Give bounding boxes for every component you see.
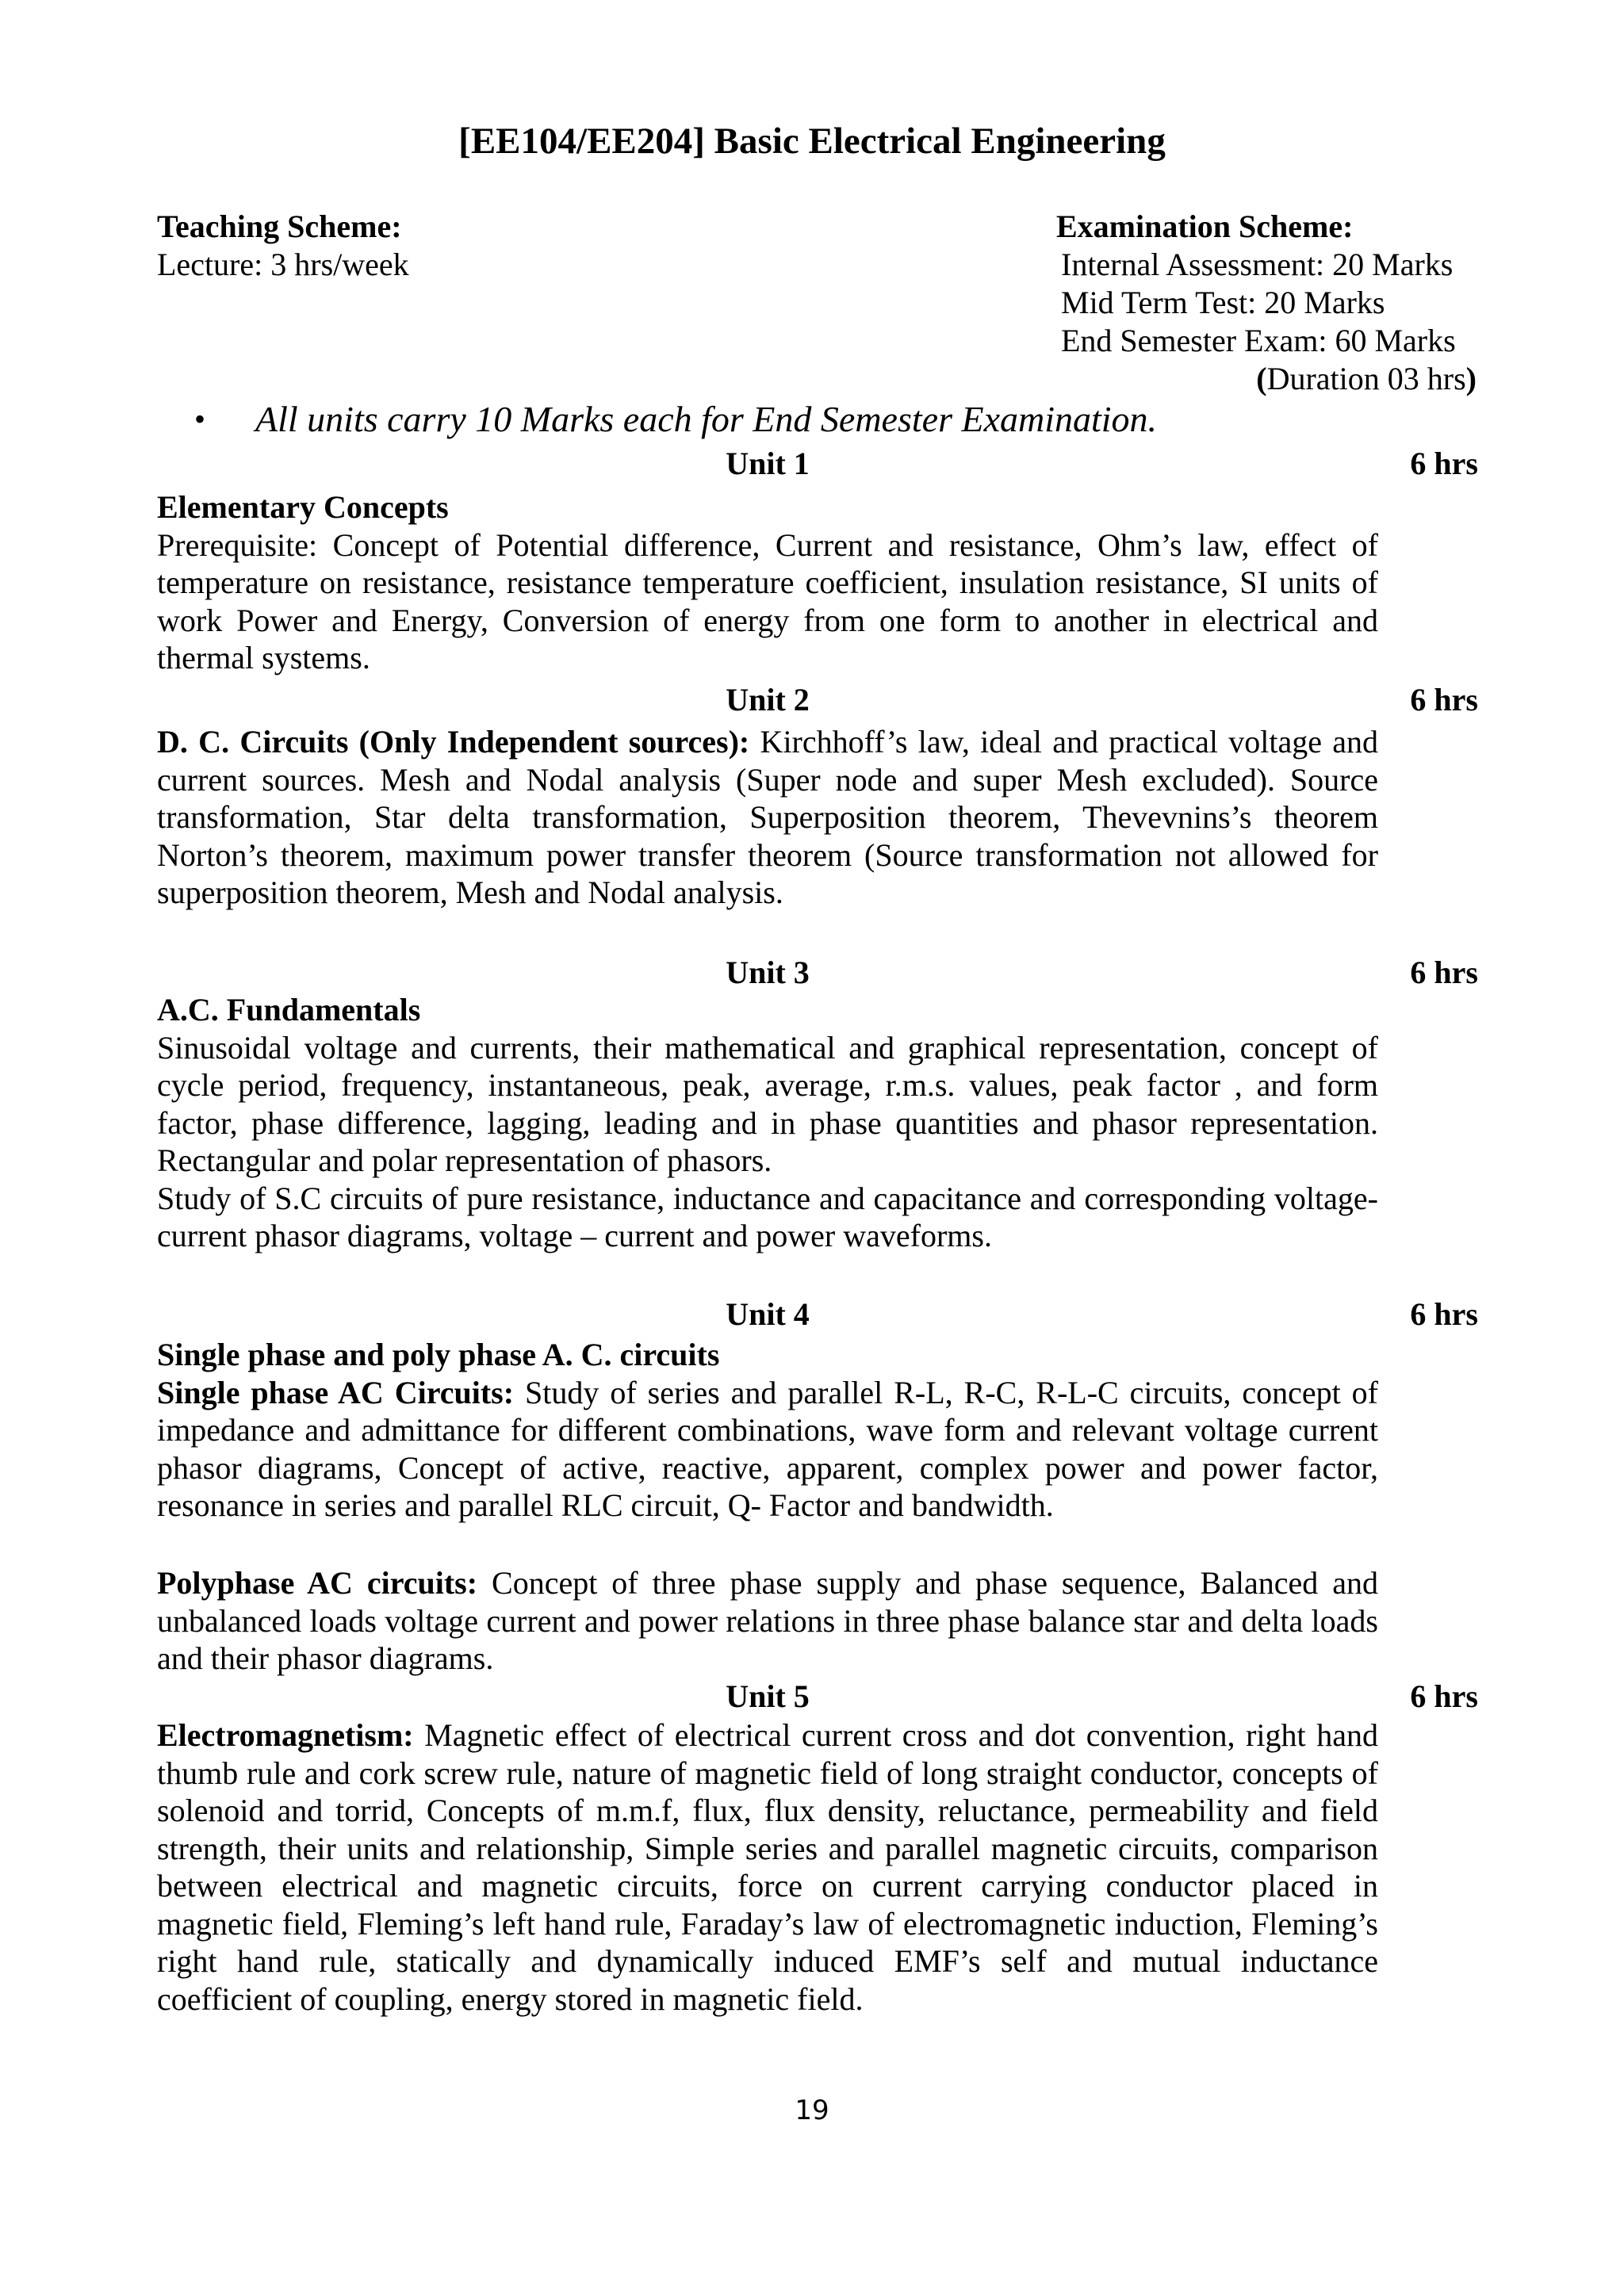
examination-scheme [1056,208,1477,398]
unit-5-content [157,1716,1378,2018]
unit-5-paragraph [157,1716,1378,2018]
page-number: 19 [795,2095,829,2126]
duration-text: Duration 03 hrs [1266,361,1466,396]
unit-5-lead: Electromagnetism: [157,1717,414,1753]
unit-2-content [157,723,1378,912]
bullet-icon: • [194,401,206,437]
marks-note-text: All units carry 10 Marks each for End Semester Examination. [255,399,1158,439]
duration-open-paren: ( [1256,361,1267,396]
unit-2-name: Unit 2 [726,682,810,718]
unit-4-header [157,1295,1478,1334]
teaching-scheme [157,208,409,284]
marks-note [194,396,1158,442]
unit-3-body-2: Study of S.C circuits of pure resistance, inductance and capacitance and corresponding voltage- current phasor diagrams, voltage – current and power waveforms. [157,1180,1378,1253]
unit-5-name: Unit 5 [726,1678,810,1714]
unit-5-header [157,1677,1478,1716]
unit-3-body: Sinusoidal voltage and currents, their mathematical and graphical representation, concept of cycle period, frequency, instantaneous, peak, average, r.m.s. values, peak factor , and form factor, phase difference, lagging, leading and in phase quantities and phasor representation. Rectangular and polar representation of phasors. [157,1029,1378,1178]
mid-term-test: Mid Term Test: 20 Marks [1061,285,1385,320]
unit-2-header [157,680,1478,720]
end-semester-exam: End Semester Exam: 60 Marks [1061,323,1456,358]
unit-1-name: Unit 1 [726,446,810,481]
unit-3-content [157,991,1378,1255]
unit-4-lead: Single phase AC Circuits: [157,1374,515,1410]
unit-4-content [157,1336,1378,1525]
unit-3-heading: A.C. Fundamentals [157,992,421,1027]
examination-scheme-heading: Examination Scheme: [1056,209,1354,244]
unit-4-lead-2: Polyphase AC circuits: [157,1565,478,1601]
unit-1-content [157,488,1378,677]
internal-assessment: Internal Assessment: 20 Marks [1061,247,1454,282]
exam-duration [1056,360,1477,398]
unit-3-hours: 6 hrs [1410,955,1478,990]
unit-2-lead: D. C. Circuits (Only Independent sources): [157,724,750,760]
unit-4-body-2: Concept of three phase supply and phase sequence, Balanced and unbalanced loads voltage current and power relations in three phase balance star and delta loads and their phasor diagrams. [157,1565,1378,1676]
unit-3-header [157,953,1478,993]
course-title: [EE104/EE204] Basic Electrical Engineering [458,121,1166,162]
teaching-scheme-heading: Teaching Scheme: [157,209,402,244]
unit-5-hours: 6 hrs [1410,1678,1478,1714]
unit-4-name: Unit 4 [726,1296,810,1332]
unit-4-content-2 [157,1564,1378,1678]
unit-2-paragraph [157,723,1378,912]
unit-1-heading: Elementary Concepts [157,489,449,525]
unit-4-heading: Single phase and poly phase A. C. circuits [157,1337,720,1372]
unit-4-hours: 6 hrs [1410,1296,1478,1332]
unit-4-body: Study of series and parallel R-L, R-C, R-L-C circuits, concept of impedance and admittance for different combinations, wave form and relevant voltage current phasor diagrams, Concept of active, reactive, apparent, complex power and power factor, resonance in series and parallel RLC circuit, Q- Factor and bandwidth. [157,1374,1379,1523]
unit-3-name: Unit 3 [726,955,810,990]
unit-5-body: Magnetic effect of electrical current cross and dot convention, right hand thumb rule and cork screw rule, nature of magnetic field of long straight conductor, concepts of solenoid and torrid, Concepts of m.m.f, flux, flux density, reluctance, permeability and field strength, their units and relationship, Simple series and parallel magnetic circuits, comparison between electrical and magnetic circuits, force on current carrying conductor placed in magnetic field, Fleming’s left hand rule, Faraday’s law of electromagnetic induction, Fleming’s right hand rule, statically and dynamically induced EMF’s self and mutual inductance coefficient of coupling, energy stored in magnetic field. [157,1717,1378,2017]
unit-1-header [157,444,1478,484]
unit-4-paragraph-1 [157,1374,1378,1525]
duration-close-paren: ) [1465,361,1477,396]
unit-4-paragraph-2 [157,1564,1378,1678]
unit-1-hours: 6 hrs [1410,446,1478,481]
unit-2-hours: 6 hrs [1410,682,1478,718]
unit-1-body: Prerequisite: Concept of Potential difference, Current and resistance, Ohm’s law, effect of temperature on resistance, resistance temperature coefficient, insulation resistance, SI units of work Power and Energy, Conversion of energy from one form to another in electrical and thermal systems. [157,526,1378,675]
unit-2-body: Kirchhoff’s law, ideal and practical voltage and current sources. Mesh and Nodal analysis (Super node and super Mesh excluded). Source transformation, Star delta transformation, Superposition theorem, Thevevnins’s theorem Norton’s theorem, maximum power transfer theorem (Source transformation not allowed for superposition theorem, Mesh and Nodal analysis. [157,724,1379,910]
lecture-hours: Lecture: 3 hrs/week [157,247,409,282]
